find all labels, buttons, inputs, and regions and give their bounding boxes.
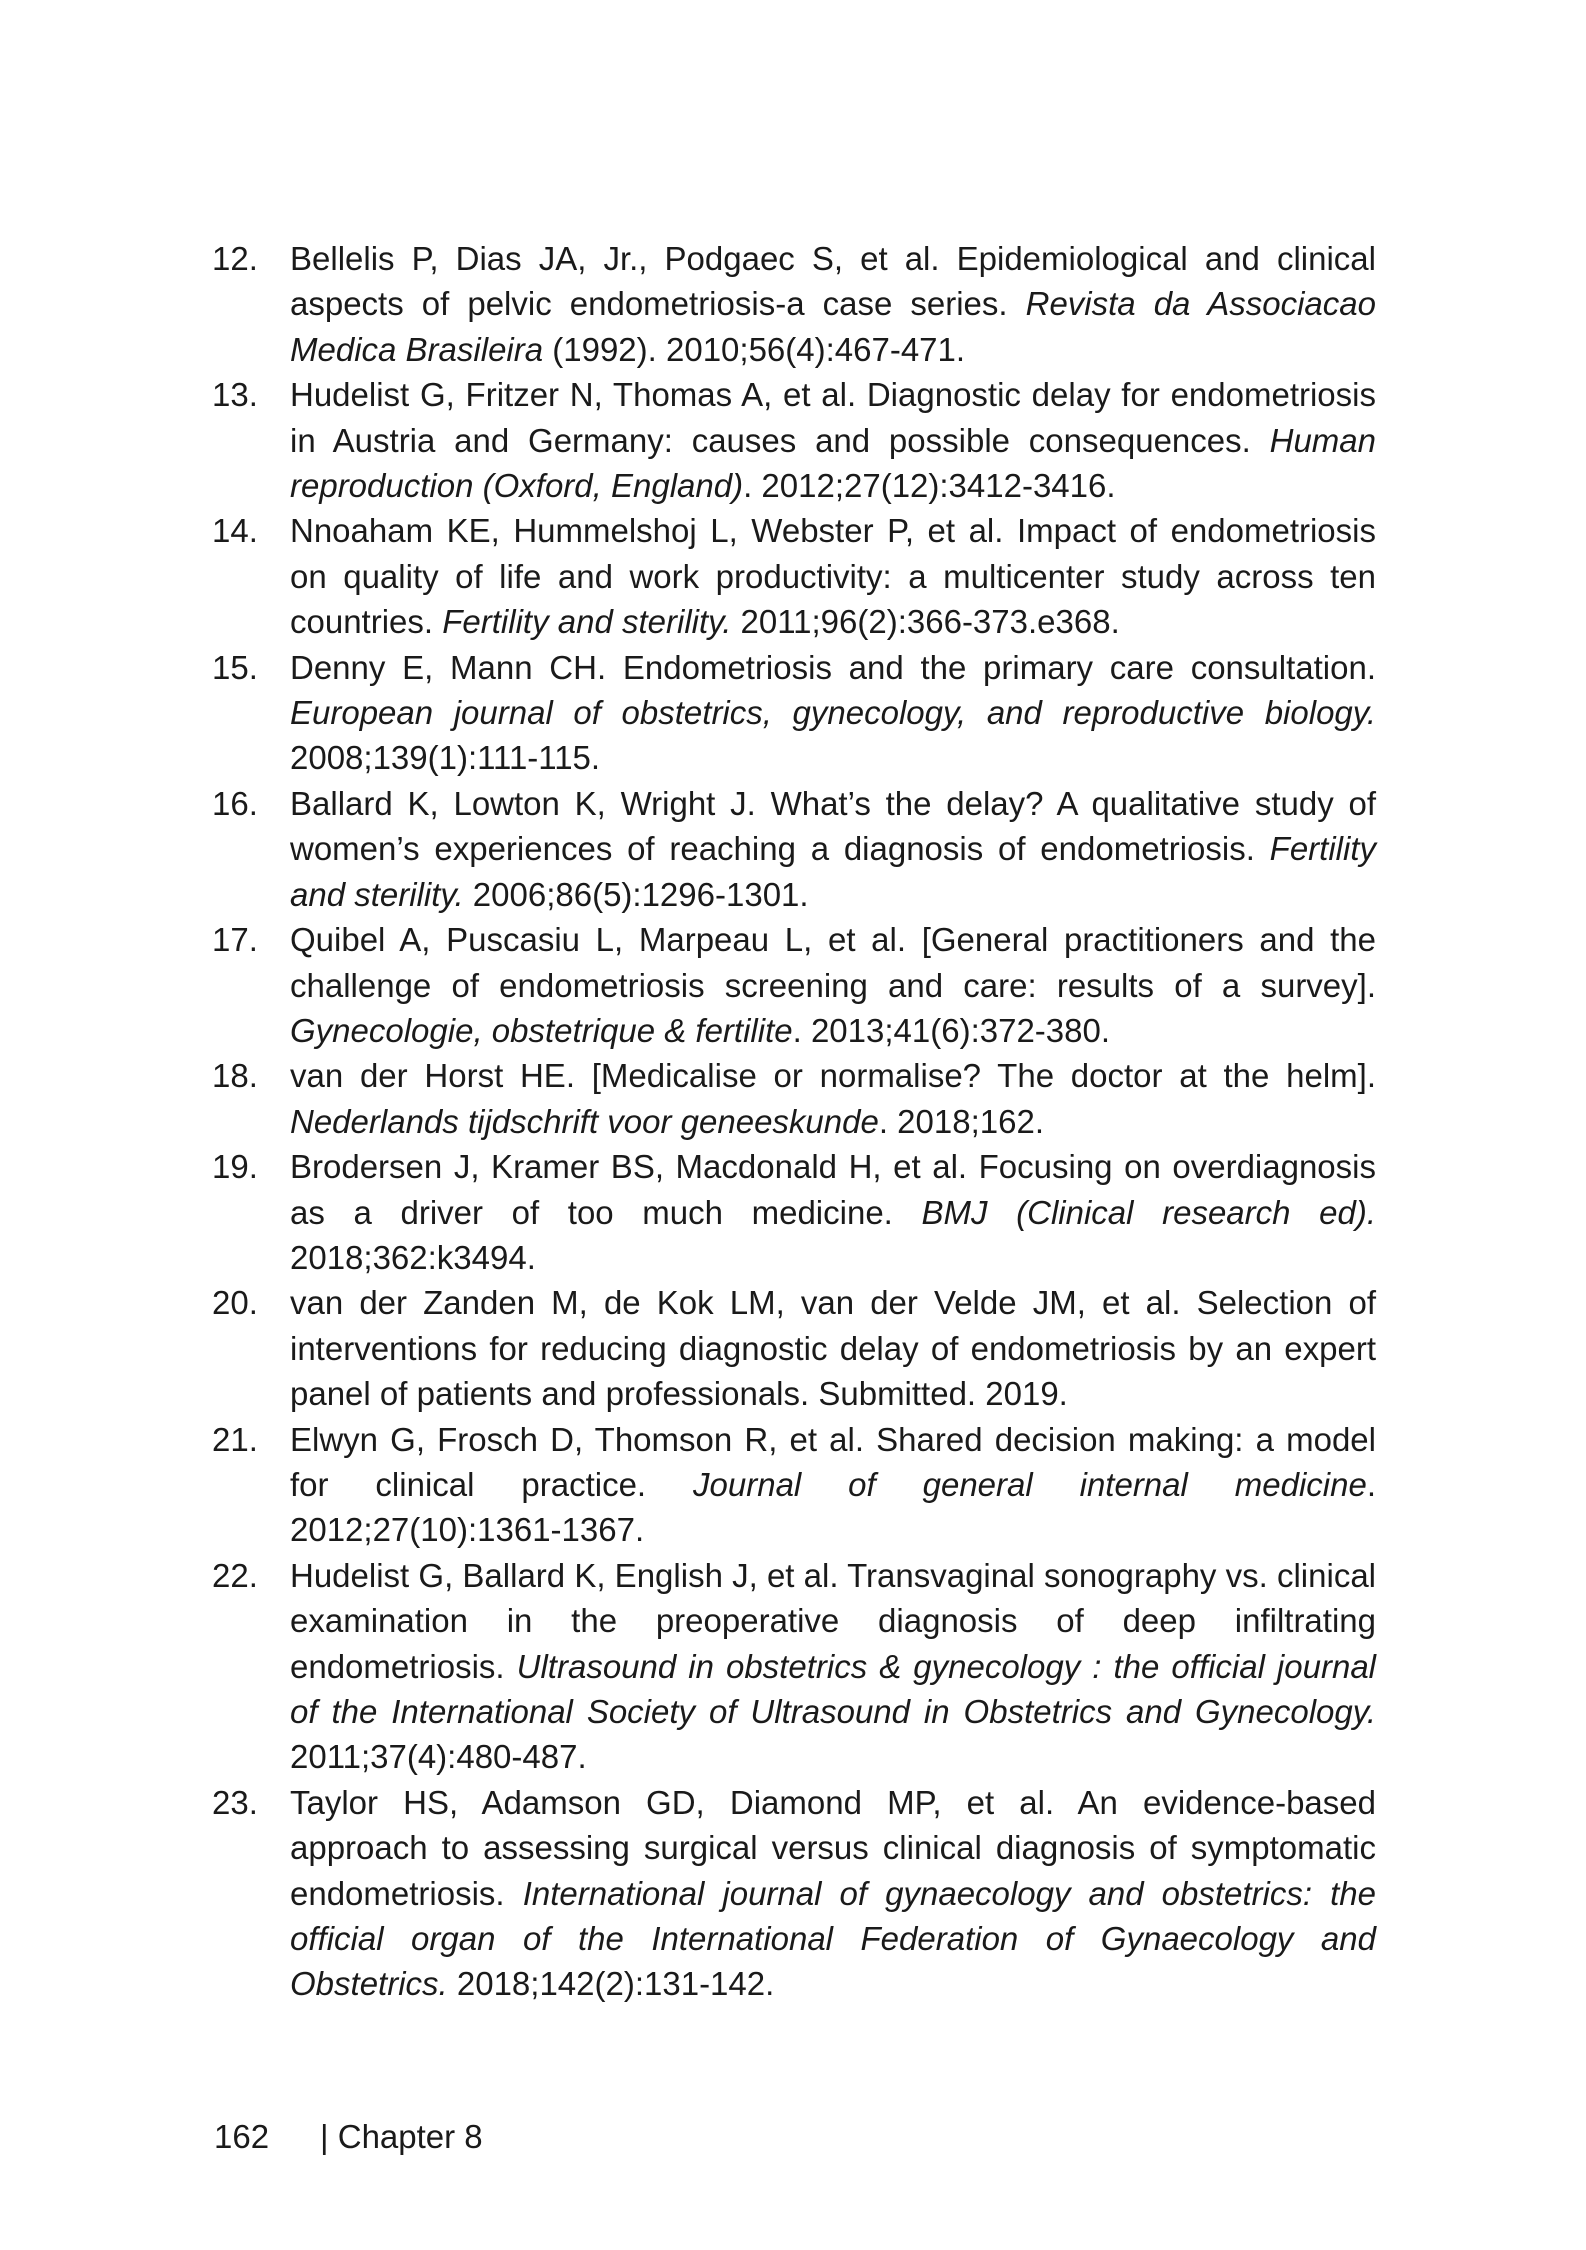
chapter-label: | Chapter 8 (320, 2118, 483, 2155)
reference-citation: . 2018;162. (878, 1102, 1044, 1140)
journal-title: European journal of obstetrics, gynecology, and reproductive biology. (290, 694, 1376, 732)
page-footer (214, 2114, 483, 2159)
reference-text (290, 645, 1376, 781)
reference-citation: . 2012;27(10):1361-1367. (290, 1465, 1376, 1549)
page-number: 162 (214, 2118, 270, 2155)
reference-citation: . 2012;27(12):3412-3416. (743, 467, 1116, 505)
reference-item (212, 645, 1376, 781)
reference-body: Hudelist G, Ballard K, English J, et al. Transvaginal sonography vs. clinical examination in the preoperative diagnosis of deep infiltrating endometriosis. (290, 1556, 1376, 1685)
reference-number: 21. (212, 1420, 258, 1458)
journal-title: Human reproduction (Oxford, England) (290, 421, 1376, 505)
reference-item (212, 1280, 1376, 1416)
reference-body: Hudelist G, Fritzer N, Thomas A, et al. Diagnostic delay for endometriosis in Austria and Germany: causes and possible consequences. (290, 376, 1376, 459)
reference-text (290, 372, 1376, 508)
reference-item (212, 236, 1376, 372)
reference-text (290, 508, 1376, 644)
reference-number: 20. (212, 1284, 258, 1322)
reference-citation: 2011;37(4):480-487. (290, 1738, 587, 1776)
reference-text (290, 917, 1376, 1053)
journal-title: International journal of gynaecology and obstetrics: the official organ of the International Federation of Gynaecology and Obstetrics. (290, 1874, 1376, 2003)
reference-item (212, 1144, 1376, 1280)
reference-body: Denny E, Mann CH. Endometriosis and the primary care consultation. (290, 648, 1376, 686)
reference-item (212, 1417, 1376, 1553)
reference-item (212, 1053, 1376, 1144)
reference-citation: 2006;86(5):1296-1301. (463, 875, 809, 913)
reference-text (290, 1553, 1376, 1780)
reference-number: 16. (212, 784, 258, 822)
reference-item (212, 917, 1376, 1053)
reference-number: 19. (212, 1148, 258, 1186)
reference-body: van der Zanden M, de Kok LM, van der Velde JM, et al. Selection of interventions for reducing diagnostic delay of endometriosis by an expert panel of patients and professionals. Submitted. 2019. (290, 1284, 1376, 1413)
journal-title: Gynecologie, obstetrique & fertilite (290, 1011, 793, 1049)
reference-body: Brodersen J, Kramer BS, Macdonald H, et al. Focusing on overdiagnosis as a driver of too much medicine. (290, 1148, 1376, 1231)
reference-citation: . 2013;41(6):372-380. (792, 1011, 1111, 1049)
reference-item (212, 781, 1376, 917)
reference-body: van der Horst HE. [Medicalise or normalise? The doctor at the helm]. (290, 1057, 1376, 1095)
reference-citation: 2011;96(2):366-373.e368. (731, 603, 1120, 641)
reference-text (290, 781, 1376, 917)
journal-title: Fertility and sterility. (290, 830, 1376, 913)
journal-title: Ultrasound in obstetrics & gynecology : the official journal of the International Society of Ultrasound in Obstetrics and Gynecology. (290, 1647, 1376, 1730)
reference-item (212, 372, 1376, 508)
journal-title: Fertility and sterility. (442, 603, 732, 641)
reference-number: 12. (212, 240, 258, 277)
journal-title: Nederlands tijdschrift voor geneeskunde (290, 1102, 879, 1140)
journal-title: BMJ (Clinical research ed). (921, 1193, 1376, 1231)
reference-number: 17. (212, 921, 258, 959)
reference-body: Taylor HS, Adamson GD, Diamond MP, et al. An evidence-based approach to assessing surgical versus clinical diagnosis of symptomatic endometriosis. (290, 1783, 1376, 1912)
reference-body: Quibel A, Puscasiu L, Marpeau L, et al. [General practitioners and the challenge of endometriosis screening and care: results of a survey]. (290, 921, 1376, 1004)
reference-citation: 2008;139(1):111-115. (290, 739, 601, 777)
reference-number: 23. (212, 1783, 258, 1821)
reference-text (290, 1417, 1376, 1553)
reference-citation: 2018;142(2):131-142. (447, 1965, 775, 2003)
reference-body: Nnoaham KE, Hummelshoj L, Webster P, et al. Impact of endometriosis on quality of life and work productivity: a multicenter study across ten countries. (290, 512, 1376, 641)
reference-number: 14. (212, 512, 258, 550)
reference-item (212, 1553, 1376, 1780)
reference-text (290, 1780, 1376, 2007)
reference-number: 18. (212, 1057, 258, 1095)
reference-number: 13. (212, 376, 258, 414)
journal-title: Journal of general internal medicine (693, 1465, 1367, 1503)
reference-citation: (1992). 2010;56(4):467-471. (543, 330, 966, 368)
reference-number: 22. (212, 1556, 258, 1594)
journal-title: Revista da Associacao Medica Brasileira (290, 285, 1376, 368)
reference-citation: 2018;362:k3494. (290, 1238, 536, 1276)
reference-number: 15. (212, 648, 258, 686)
reference-item (212, 1780, 1376, 2007)
reference-list (212, 236, 1376, 2007)
reference-body: Ballard K, Lowton K, Wright J. What’s the delay? A qualitative study of women’s experiences of reaching a diagnosis of endometriosis. (290, 784, 1376, 868)
reference-body: Elwyn G, Frosch D, Thomson R, et al. Shared decision making: a model for clinical practice. (290, 1420, 1376, 1503)
reference-text (290, 1144, 1376, 1280)
reference-text (290, 1053, 1376, 1144)
reference-body: Bellelis P, Dias JA, Jr., Podgaec S, et al. Epidemiological and clinical aspects of pelvic endometriosis-a case series. (290, 240, 1376, 323)
reference-text (290, 236, 1376, 372)
reference-text (290, 1280, 1376, 1416)
reference-item (212, 508, 1376, 644)
